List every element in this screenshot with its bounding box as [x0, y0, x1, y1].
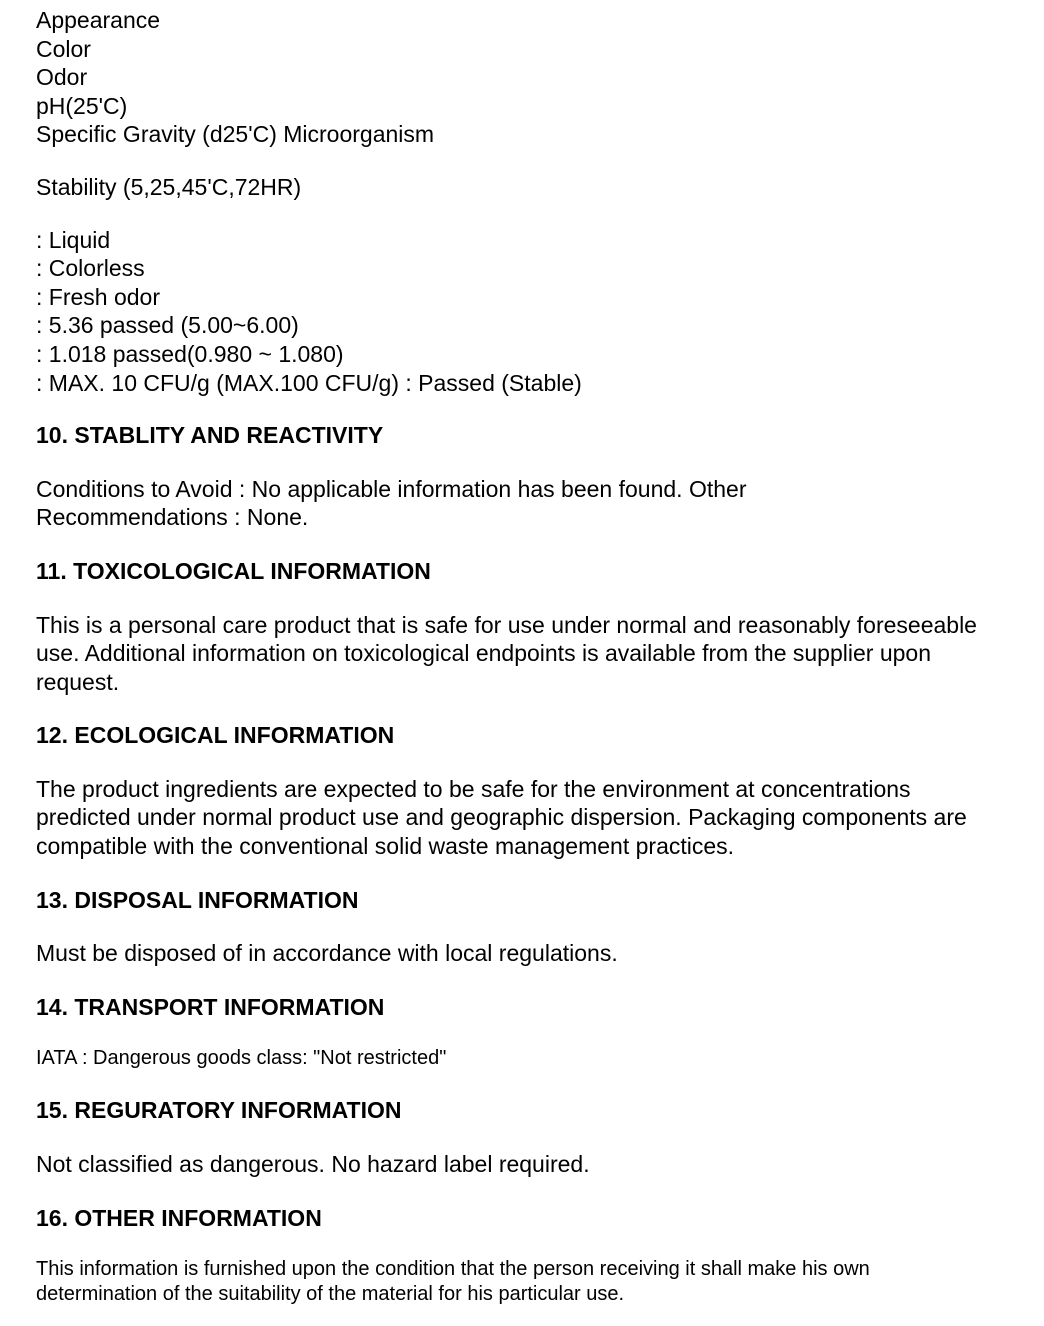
property-label-stability: Stability (5,25,45'C,72HR): [36, 173, 302, 200]
section-13-heading: 13. DISPOSAL INFORMATION: [36, 886, 359, 913]
property-label-color: Color: [36, 35, 91, 62]
property-value-color: : Colorless: [36, 255, 145, 282]
property-label-appearance: Appearance: [36, 7, 161, 33]
section-13-text: Must be disposed of in accordance with local regulations.: [36, 940, 618, 967]
section-12-heading: 12. ECOLOGICAL INFORMATION: [36, 722, 395, 749]
section-14-text: IATA : Dangerous goods class: "Not restricted": [36, 1047, 447, 1070]
property-labels: [36, 6, 1044, 149]
section-14-heading: 14. TRANSPORT INFORMATION: [36, 993, 385, 1020]
property-label-ph: pH(25'C): [36, 92, 128, 119]
section-15-heading: 15. REGURATORY INFORMATION: [36, 1097, 402, 1124]
section-11-heading: 11. TOXICOLOGICAL INFORMATION: [36, 557, 431, 584]
property-values: [36, 226, 1044, 398]
section-15-text: Not classified as dangerous. No hazard label required.: [36, 1151, 590, 1178]
property-label-gravity-microorganism: Specific Gravity (d25'C) Microorganism: [36, 121, 435, 148]
section-16-heading: 16. OTHER INFORMATION: [36, 1204, 322, 1231]
property-value-appearance: : Liquid: [36, 226, 111, 253]
property-value-microorganism-stability: : MAX. 10 CFU/g (MAX.100 CFU/g) : Passed (Stable): [36, 369, 582, 396]
property-value-ph: : 5.36 passed (5.00~6.00): [36, 312, 299, 339]
property-value-odor: : Fresh odor: [36, 283, 160, 310]
section-10-text: Conditions to Avoid : No applicable information has been found. Other Recommendations : None.: [36, 475, 747, 531]
section-11-text: This is a personal care product that is safe for use under normal and reasonably foreseeable use. Additional information on toxicological endpoints is available from the supplier upon request.: [36, 611, 977, 695]
section-10-heading: 10. STABLITY AND REACTIVITY: [36, 422, 384, 449]
property-value-gravity: : 1.018 passed(0.980 ~ 1.080): [36, 340, 344, 367]
section-16-text: This information is furnished upon the condition that the person receiving it shall make his own determination of the suitability of the material for his particular use.: [36, 1258, 870, 1306]
section-12-text: The product ingredients are expected to be safe for the environment at concentrations predicted under normal product use and geographic dispersion. Packaging components are compatible with the conventional solid waste management practices.: [36, 775, 967, 860]
property-label-odor: Odor: [36, 64, 88, 91]
